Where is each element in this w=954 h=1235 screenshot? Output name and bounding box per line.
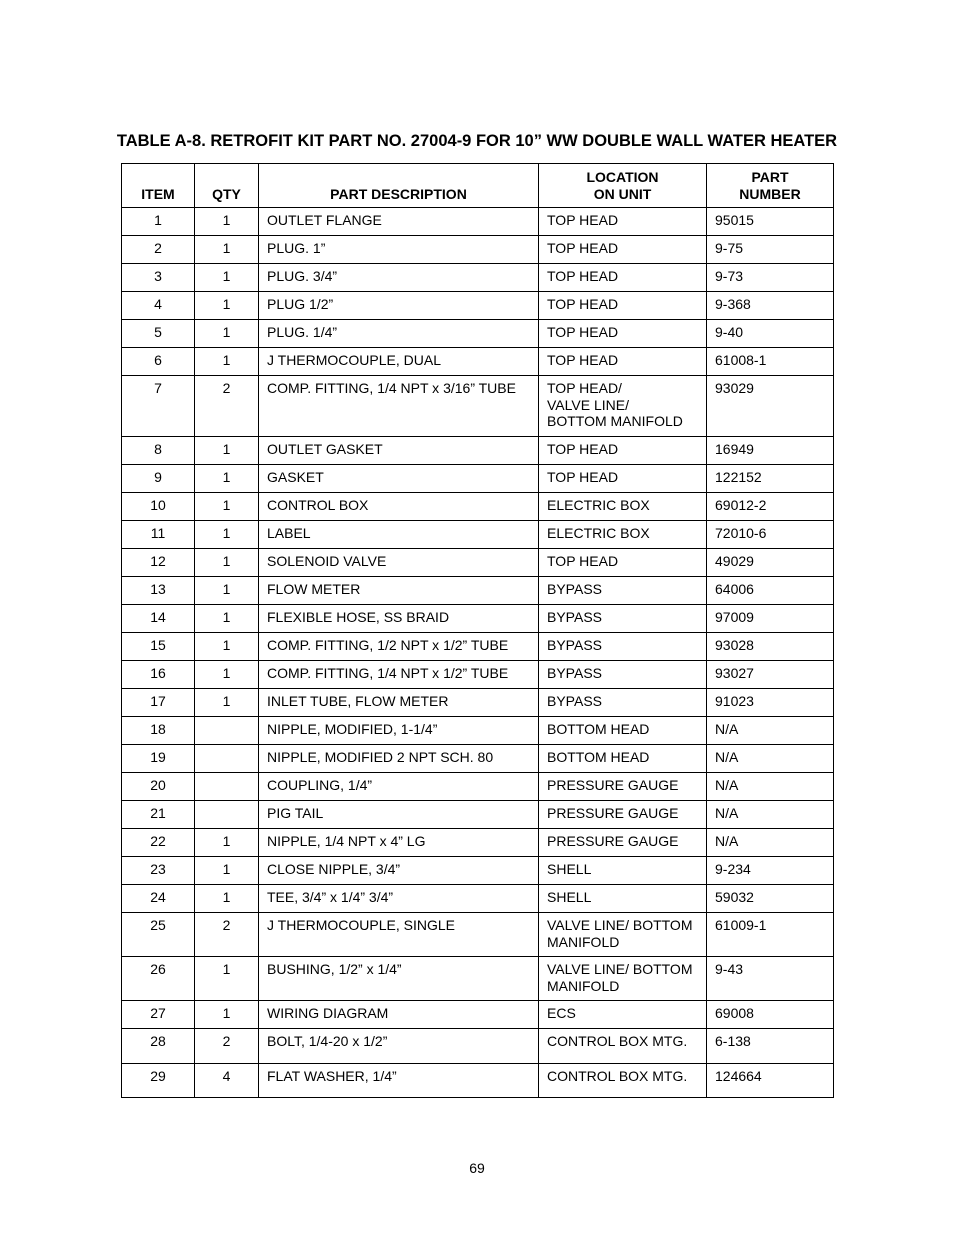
cell-part-description: BUSHING, 1/2” x 1/4” xyxy=(259,957,539,1001)
cell-qty: 1 xyxy=(195,208,259,236)
cell-part-description: COMP. FITTING, 1/2 NPT x 1/2” TUBE xyxy=(259,633,539,661)
cell-qty: 1 xyxy=(195,493,259,521)
cell-qty: 2 xyxy=(195,913,259,957)
cell-qty: 1 xyxy=(195,320,259,348)
cell-part-number: 91023 xyxy=(707,689,834,717)
parts-table xyxy=(121,163,834,1098)
cell-qty: 1 xyxy=(195,829,259,857)
cell-part-number: 93027 xyxy=(707,661,834,689)
cell-item: 7 xyxy=(122,376,195,437)
cell-location: SHELL xyxy=(539,857,707,885)
cell-part-description: OUTLET FLANGE xyxy=(259,208,539,236)
cell-part-description: FLEXIBLE HOSE, SS BRAID xyxy=(259,605,539,633)
cell-part-number: 9-75 xyxy=(707,236,834,264)
table-row xyxy=(122,465,834,493)
table-row xyxy=(122,521,834,549)
cell-qty: 1 xyxy=(195,661,259,689)
cell-location: ECS xyxy=(539,1001,707,1029)
cell-part-number: 124664 xyxy=(707,1064,834,1098)
cell-item: 21 xyxy=(122,801,195,829)
cell-qty: 4 xyxy=(195,1064,259,1098)
table-row xyxy=(122,661,834,689)
cell-location: ELECTRIC BOX xyxy=(539,521,707,549)
cell-part-description: NIPPLE, MODIFIED 2 NPT SCH. 80 xyxy=(259,745,539,773)
cell-item: 17 xyxy=(122,689,195,717)
cell-part-number: N/A xyxy=(707,717,834,745)
table-row xyxy=(122,1064,834,1098)
cell-qty xyxy=(195,773,259,801)
cell-part-number: 69012-2 xyxy=(707,493,834,521)
table-row xyxy=(122,264,834,292)
cell-qty: 1 xyxy=(195,957,259,1001)
cell-qty xyxy=(195,745,259,773)
cell-qty: 1 xyxy=(195,292,259,320)
cell-part-description: PLUG 1/2” xyxy=(259,292,539,320)
cell-item: 5 xyxy=(122,320,195,348)
cell-location: TOP HEAD xyxy=(539,292,707,320)
table-row xyxy=(122,437,834,465)
cell-location: BOTTOM HEAD xyxy=(539,717,707,745)
table-row xyxy=(122,885,834,913)
cell-item: 16 xyxy=(122,661,195,689)
cell-part-description: COMP. FITTING, 1/4 NPT x 1/2” TUBE xyxy=(259,661,539,689)
cell-part-description: J THERMOCOUPLE, SINGLE xyxy=(259,913,539,957)
cell-part-number: 93028 xyxy=(707,633,834,661)
cell-item: 23 xyxy=(122,857,195,885)
table-row xyxy=(122,348,834,376)
cell-part-description: GASKET xyxy=(259,465,539,493)
cell-part-description: CONTROL BOX xyxy=(259,493,539,521)
cell-part-description: TEE, 3/4” x 1/4” 3/4” xyxy=(259,885,539,913)
cell-part-number: 95015 xyxy=(707,208,834,236)
table-row xyxy=(122,857,834,885)
cell-item: 18 xyxy=(122,717,195,745)
cell-part-number: N/A xyxy=(707,745,834,773)
cell-part-description: FLAT WASHER, 1/4” xyxy=(259,1064,539,1098)
cell-item: 3 xyxy=(122,264,195,292)
cell-qty: 1 xyxy=(195,348,259,376)
cell-part-number: N/A xyxy=(707,829,834,857)
cell-part-description: PLUG. 3/4” xyxy=(259,264,539,292)
cell-location: SHELL xyxy=(539,885,707,913)
cell-qty: 1 xyxy=(195,857,259,885)
cell-part-description: J THERMOCOUPLE, DUAL xyxy=(259,348,539,376)
cell-qty: 1 xyxy=(195,605,259,633)
cell-part-number: 93029 xyxy=(707,376,834,437)
table-row xyxy=(122,605,834,633)
table-title: TABLE A-8. RETROFIT KIT PART NO. 27004-9 FOR 10” WW DOUBLE WALL WATER HEATER xyxy=(116,132,838,150)
cell-qty: 2 xyxy=(195,376,259,437)
cell-part-number: 9-73 xyxy=(707,264,834,292)
table-row xyxy=(122,208,834,236)
cell-item: 25 xyxy=(122,913,195,957)
table-row xyxy=(122,320,834,348)
header-location-on-unit: LOCATION ON UNIT xyxy=(539,164,707,208)
cell-qty: 1 xyxy=(195,549,259,577)
cell-location: CONTROL BOX MTG. xyxy=(539,1029,707,1064)
table-row xyxy=(122,1001,834,1029)
cell-location: BOTTOM HEAD xyxy=(539,745,707,773)
cell-item: 27 xyxy=(122,1001,195,1029)
cell-qty: 1 xyxy=(195,689,259,717)
cell-part-number: 122152 xyxy=(707,465,834,493)
cell-location: VALVE LINE/ BOTTOM MANIFOLD xyxy=(539,957,707,1001)
cell-part-number: 64006 xyxy=(707,577,834,605)
table-row xyxy=(122,1029,834,1064)
cell-location: PRESSURE GAUGE xyxy=(539,801,707,829)
cell-item: 28 xyxy=(122,1029,195,1064)
cell-part-description: NIPPLE, 1/4 NPT x 4” LG xyxy=(259,829,539,857)
cell-qty xyxy=(195,717,259,745)
cell-item: 26 xyxy=(122,957,195,1001)
cell-part-number: 16949 xyxy=(707,437,834,465)
table-header-row xyxy=(122,164,834,208)
table-row xyxy=(122,493,834,521)
cell-part-description: INLET TUBE, FLOW METER xyxy=(259,689,539,717)
table-row xyxy=(122,717,834,745)
cell-item: 19 xyxy=(122,745,195,773)
cell-item: 14 xyxy=(122,605,195,633)
cell-part-number: 49029 xyxy=(707,549,834,577)
cell-location: BYPASS xyxy=(539,605,707,633)
cell-location: TOP HEAD xyxy=(539,465,707,493)
cell-part-number: 6-138 xyxy=(707,1029,834,1064)
cell-part-number: 9-40 xyxy=(707,320,834,348)
cell-qty: 1 xyxy=(195,1001,259,1029)
cell-item: 9 xyxy=(122,465,195,493)
cell-part-description: OUTLET GASKET xyxy=(259,437,539,465)
table-row xyxy=(122,689,834,717)
cell-location: BYPASS xyxy=(539,633,707,661)
table-row xyxy=(122,236,834,264)
header-part-number: PART NUMBER xyxy=(707,164,834,208)
cell-part-description: COUPLING, 1/4” xyxy=(259,773,539,801)
page-number: 69 xyxy=(469,1160,485,1176)
cell-location: TOP HEAD xyxy=(539,264,707,292)
table-row xyxy=(122,633,834,661)
cell-item: 12 xyxy=(122,549,195,577)
cell-part-description: NIPPLE, MODIFIED, 1-1/4” xyxy=(259,717,539,745)
cell-location: PRESSURE GAUGE xyxy=(539,829,707,857)
cell-part-number: 61009-1 xyxy=(707,913,834,957)
cell-qty: 1 xyxy=(195,577,259,605)
cell-part-description: BOLT, 1/4-20 x 1/2” xyxy=(259,1029,539,1064)
table-row xyxy=(122,745,834,773)
cell-part-number: 9-234 xyxy=(707,857,834,885)
cell-part-description: PLUG. 1” xyxy=(259,236,539,264)
header-part-description: PART DESCRIPTION xyxy=(259,164,539,208)
table-row xyxy=(122,957,834,1001)
table-row xyxy=(122,773,834,801)
table-body xyxy=(122,208,834,1098)
cell-item: 4 xyxy=(122,292,195,320)
cell-part-number: N/A xyxy=(707,773,834,801)
table-row xyxy=(122,376,834,437)
table-row xyxy=(122,549,834,577)
cell-part-description: CLOSE NIPPLE, 3/4” xyxy=(259,857,539,885)
cell-item: 15 xyxy=(122,633,195,661)
cell-qty xyxy=(195,801,259,829)
cell-part-description: FLOW METER xyxy=(259,577,539,605)
cell-qty: 1 xyxy=(195,465,259,493)
cell-item: 11 xyxy=(122,521,195,549)
cell-part-description: PIG TAIL xyxy=(259,801,539,829)
cell-location: TOP HEAD xyxy=(539,348,707,376)
cell-item: 22 xyxy=(122,829,195,857)
cell-location: BYPASS xyxy=(539,661,707,689)
cell-qty: 1 xyxy=(195,521,259,549)
cell-location: TOP HEAD/ VALVE LINE/ BOTTOM MANIFOLD xyxy=(539,376,707,437)
cell-part-number: 72010-6 xyxy=(707,521,834,549)
cell-part-number: N/A xyxy=(707,801,834,829)
table-row xyxy=(122,801,834,829)
cell-location: VALVE LINE/ BOTTOM MANIFOLD xyxy=(539,913,707,957)
table-row xyxy=(122,577,834,605)
cell-part-number: 59032 xyxy=(707,885,834,913)
table-row xyxy=(122,829,834,857)
header-item: ITEM xyxy=(122,164,195,208)
table-row xyxy=(122,292,834,320)
cell-location: TOP HEAD xyxy=(539,208,707,236)
cell-qty: 1 xyxy=(195,437,259,465)
cell-item: 10 xyxy=(122,493,195,521)
cell-part-description: PLUG. 1/4” xyxy=(259,320,539,348)
cell-part-number: 9-43 xyxy=(707,957,834,1001)
cell-item: 24 xyxy=(122,885,195,913)
cell-item: 6 xyxy=(122,348,195,376)
cell-item: 1 xyxy=(122,208,195,236)
cell-qty: 1 xyxy=(195,633,259,661)
cell-qty: 1 xyxy=(195,885,259,913)
cell-qty: 1 xyxy=(195,264,259,292)
cell-item: 8 xyxy=(122,437,195,465)
cell-location: TOP HEAD xyxy=(539,320,707,348)
cell-item: 2 xyxy=(122,236,195,264)
cell-part-number: 9-368 xyxy=(707,292,834,320)
cell-part-description: COMP. FITTING, 1/4 NPT x 3/16” TUBE xyxy=(259,376,539,437)
cell-location: TOP HEAD xyxy=(539,437,707,465)
cell-qty: 2 xyxy=(195,1029,259,1064)
cell-part-number: 97009 xyxy=(707,605,834,633)
cell-part-description: WIRING DIAGRAM xyxy=(259,1001,539,1029)
cell-location: ELECTRIC BOX xyxy=(539,493,707,521)
cell-item: 13 xyxy=(122,577,195,605)
header-qty: QTY xyxy=(195,164,259,208)
cell-location: TOP HEAD xyxy=(539,236,707,264)
cell-location: BYPASS xyxy=(539,577,707,605)
cell-location: PRESSURE GAUGE xyxy=(539,773,707,801)
cell-item: 29 xyxy=(122,1064,195,1098)
cell-part-description: LABEL xyxy=(259,521,539,549)
cell-item: 20 xyxy=(122,773,195,801)
cell-part-description: SOLENOID VALVE xyxy=(259,549,539,577)
cell-location: CONTROL BOX MTG. xyxy=(539,1064,707,1098)
cell-qty: 1 xyxy=(195,236,259,264)
cell-part-number: 69008 xyxy=(707,1001,834,1029)
cell-location: TOP HEAD xyxy=(539,549,707,577)
table-row xyxy=(122,913,834,957)
cell-part-number: 61008-1 xyxy=(707,348,834,376)
cell-location: BYPASS xyxy=(539,689,707,717)
